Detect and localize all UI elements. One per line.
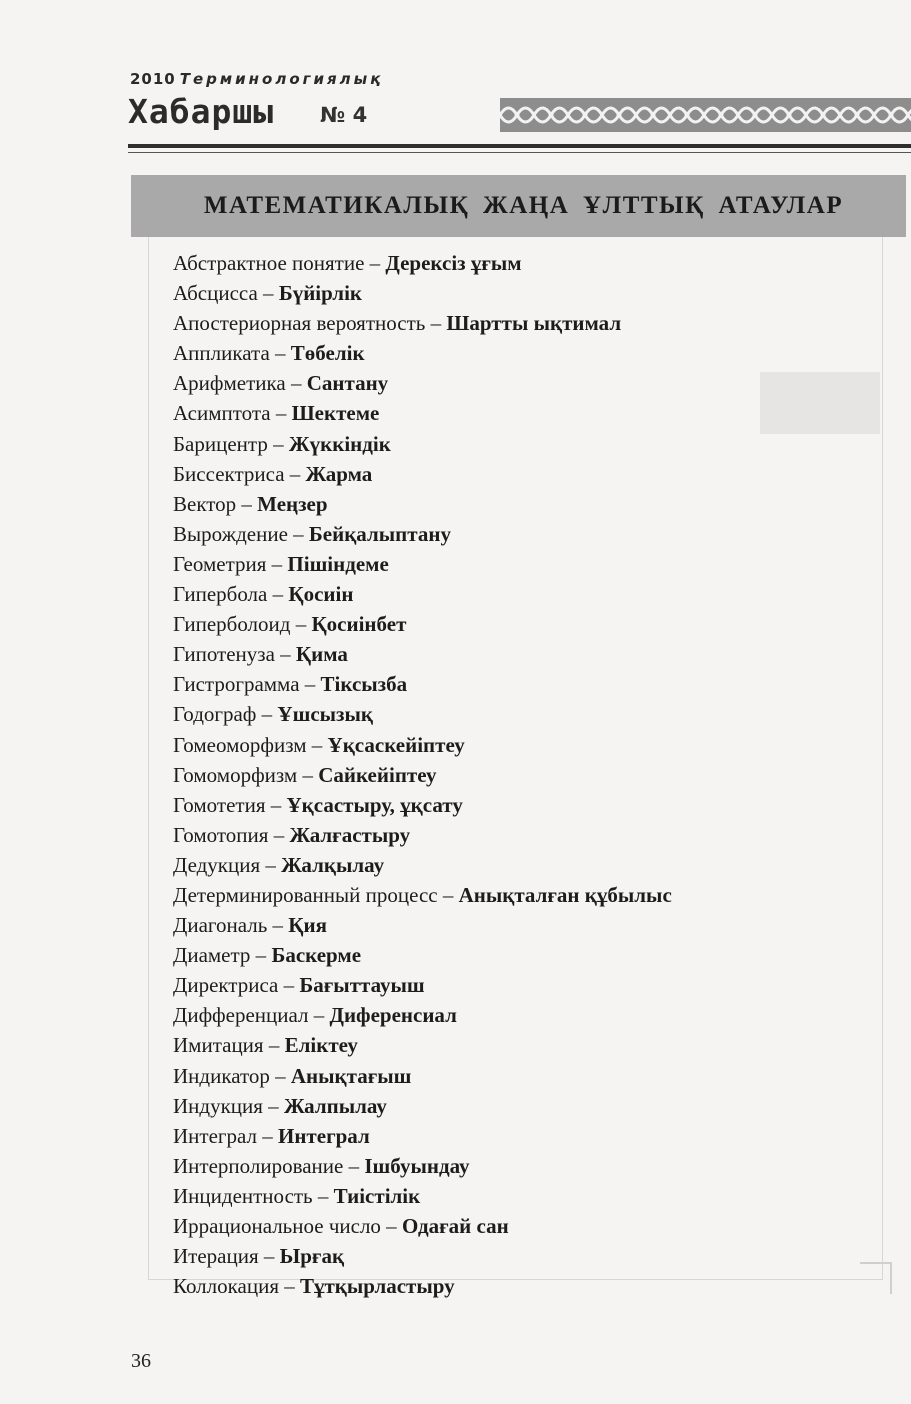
term-row	[173, 1121, 873, 1151]
term-russian: Диагональ –	[173, 913, 289, 938]
header-subtitle: Терминологиялық	[179, 70, 384, 88]
term-russian: Вектор –	[173, 491, 258, 516]
section-title-band	[131, 175, 906, 237]
header-year: 2010	[130, 70, 176, 88]
term-russian: Апостериорная вероятность –	[173, 311, 447, 336]
term-kazakh: Қима	[295, 642, 348, 667]
term-russian: Асимптота –	[173, 401, 292, 426]
term-row	[173, 639, 873, 669]
term-kazakh: Жалғастыру	[289, 822, 411, 847]
term-kazakh: Қосиінбет	[311, 612, 407, 637]
term-row	[173, 1241, 873, 1271]
term-row	[173, 429, 873, 459]
term-russian: Имитация –	[173, 1033, 285, 1058]
term-russian: Дедукция –	[173, 852, 282, 877]
term-kazakh: Диференсиал	[329, 1003, 457, 1028]
term-kazakh: Бейқалыптану	[308, 521, 451, 546]
term-row	[173, 1061, 873, 1091]
term-row	[173, 459, 873, 489]
term-russian: Индикатор –	[173, 1063, 291, 1088]
term-russian: Диаметр –	[173, 943, 272, 968]
term-russian: Детерминированный процесс –	[173, 882, 459, 907]
header-year-line	[130, 70, 383, 88]
term-row	[173, 278, 873, 308]
term-row	[173, 940, 873, 970]
term-row	[173, 1030, 873, 1060]
header-rule-thin	[128, 152, 911, 153]
term-row	[173, 368, 873, 398]
term-kazakh: Бағыттауыш	[299, 973, 425, 998]
term-russian: Гиперболоид –	[173, 612, 312, 637]
header-journal-title: Хабаршы	[128, 92, 275, 131]
term-row	[173, 699, 873, 729]
term-row	[173, 308, 873, 338]
term-kazakh: Ішбуындау	[364, 1153, 470, 1178]
term-kazakh: Бүйірлік	[278, 281, 363, 306]
term-russian: Гомоморфизм –	[173, 762, 319, 787]
term-row	[173, 1211, 873, 1241]
term-russian: Геометрия –	[173, 551, 288, 576]
term-kazakh: Жарма	[305, 461, 373, 486]
term-row	[173, 248, 873, 278]
term-kazakh: Сайкейіптеу	[318, 762, 437, 787]
term-russian: Директриса –	[173, 973, 300, 998]
term-row	[173, 730, 873, 760]
term-kazakh: Интеграл	[278, 1123, 370, 1148]
running-header	[128, 70, 911, 160]
term-kazakh: Тіксызба	[320, 672, 408, 697]
term-row	[173, 1181, 873, 1211]
term-list	[173, 248, 873, 1301]
page-number: 36	[131, 1350, 151, 1372]
term-russian: Вырождение –	[173, 521, 309, 546]
term-russian: Инцидентность –	[173, 1183, 334, 1208]
term-russian: Коллокация –	[173, 1274, 300, 1299]
term-kazakh: Баскерме	[271, 943, 362, 968]
term-kazakh: Сантану	[306, 371, 389, 396]
term-kazakh: Меңзер	[257, 491, 328, 516]
term-row	[173, 910, 873, 940]
term-kazakh: Төбелік	[290, 341, 365, 366]
term-russian: Годограф –	[173, 702, 278, 727]
term-kazakh: Жалқылау	[281, 852, 385, 877]
term-kazakh: Қия	[288, 913, 327, 938]
term-russian: Интерполирование –	[173, 1153, 365, 1178]
term-kazakh: Қосиін	[288, 582, 354, 607]
term-row	[173, 760, 873, 790]
section-title: МАТЕМАТИКАЛЫҚ ЖАҢА ҰЛТТЫҚ АТАУЛАР	[203, 192, 844, 219]
term-row	[173, 579, 873, 609]
term-russian: Биссектриса –	[173, 461, 306, 486]
term-kazakh: Одағай сан	[401, 1214, 509, 1238]
term-russian: Гистрограмма –	[173, 672, 321, 697]
term-kazakh: Анықталған құбылыс	[458, 882, 672, 907]
term-kazakh: Анықтағыш	[290, 1063, 412, 1088]
term-kazakh: Шартты ықтимал	[446, 311, 622, 336]
term-russian: Гомотетия –	[173, 792, 287, 817]
ornament-band	[500, 98, 911, 132]
term-row	[173, 669, 873, 699]
term-row	[173, 1000, 873, 1030]
term-kazakh: Жүккіндік	[288, 431, 391, 456]
term-row	[173, 1271, 873, 1301]
term-russian: Абсцисса –	[173, 281, 279, 306]
term-russian: Гомеоморфизм –	[173, 732, 328, 757]
term-russian: Иррациональное число –	[173, 1214, 402, 1238]
term-row	[173, 880, 873, 910]
term-russian: Дифференциал –	[173, 1003, 330, 1028]
term-russian: Барицентр –	[173, 431, 289, 456]
term-russian: Арифметика –	[173, 371, 307, 396]
term-russian: Гипербола –	[173, 582, 289, 607]
term-row	[173, 1091, 873, 1121]
term-row	[173, 398, 873, 428]
term-kazakh: Еліктеу	[284, 1033, 358, 1058]
header-issue-number: № 4	[320, 103, 368, 127]
term-row	[173, 970, 873, 1000]
term-row	[173, 1151, 873, 1181]
term-row	[173, 609, 873, 639]
term-russian: Абстрактное понятие –	[173, 251, 386, 275]
header-rule-thick	[128, 144, 911, 148]
term-kazakh: Пішіндеме	[287, 551, 389, 576]
term-kazakh: Ұшсызық	[277, 702, 373, 727]
term-row	[173, 820, 873, 850]
term-kazakh: Тиістілік	[333, 1183, 421, 1208]
term-kazakh: Ырғақ	[279, 1244, 345, 1269]
term-russian: Индукция –	[173, 1093, 284, 1118]
term-russian: Аппликата –	[173, 341, 291, 366]
term-row	[173, 519, 873, 549]
term-kazakh: Ұқсастыру, ұқсату	[286, 792, 463, 817]
ornament-pattern-icon	[500, 98, 911, 132]
term-row	[173, 549, 873, 579]
term-russian: Итерация –	[173, 1244, 280, 1269]
term-russian: Гомотопия –	[173, 822, 290, 847]
term-kazakh: Шектеме	[291, 401, 380, 426]
term-row	[173, 338, 873, 368]
term-russian: Гипотенуза –	[173, 642, 296, 667]
term-kazakh: Тұтқырластыру	[299, 1274, 455, 1299]
term-row	[173, 790, 873, 820]
term-kazakh: Ұқсаскейіптеу	[327, 732, 465, 757]
term-row	[173, 850, 873, 880]
term-kazakh: Дерексіз ұғым	[385, 251, 522, 275]
term-russian: Интеграл –	[173, 1123, 278, 1148]
term-row	[173, 489, 873, 519]
term-kazakh: Жалпылау	[283, 1093, 387, 1118]
